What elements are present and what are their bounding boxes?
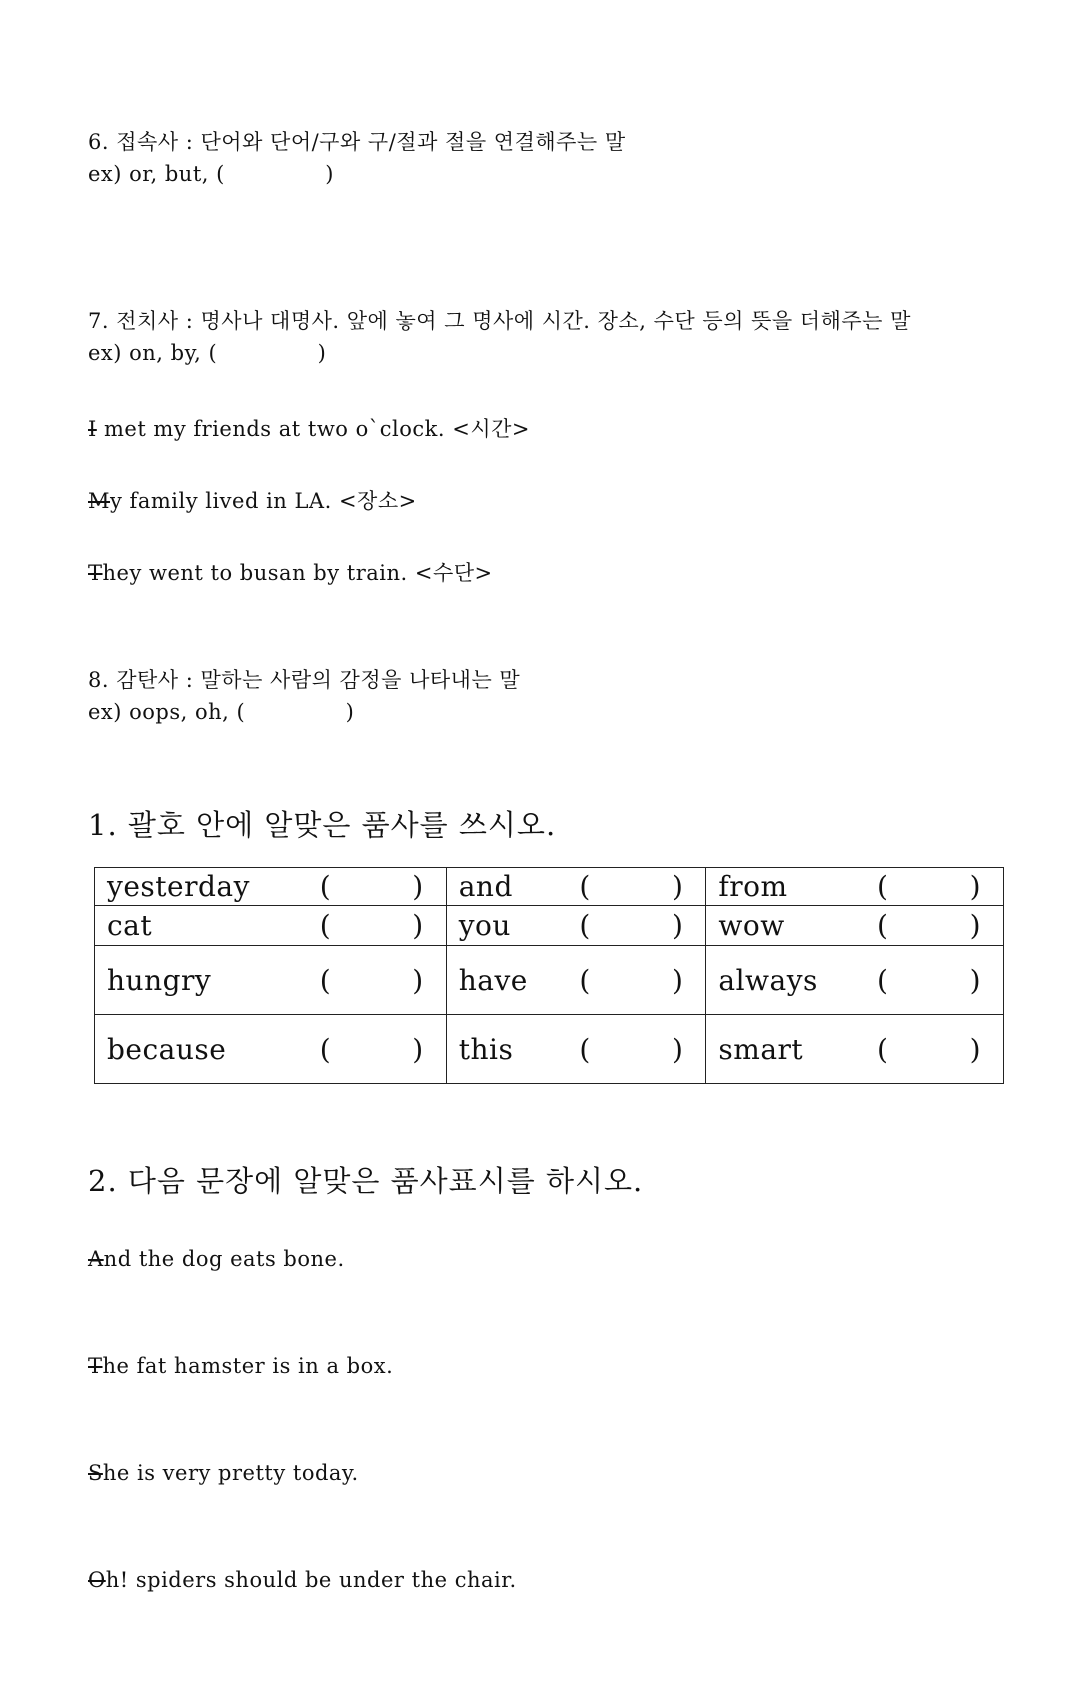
exercise-1-heading: 1. 괄호 안에 알맞은 품사를 쓰시오.	[88, 808, 557, 842]
exercise-2-sentence: She is very pretty today.	[88, 1461, 359, 1485]
answer-blank[interactable]	[320, 909, 424, 942]
table-cell	[95, 946, 447, 1015]
table-cell	[95, 868, 447, 906]
section-7-sentence-place: My family lived in LA. <장소>	[88, 489, 417, 513]
close-paren: )	[412, 870, 424, 903]
table-cell	[706, 946, 1004, 1015]
close-paren: )	[969, 909, 981, 942]
word-label: smart	[718, 1032, 804, 1066]
table-cell	[446, 946, 706, 1015]
word-label: yesterday	[107, 870, 250, 903]
close-paren: )	[969, 870, 981, 903]
close-paren: )	[671, 870, 684, 903]
answer-blank[interactable]	[877, 1033, 981, 1066]
answer-blank[interactable]	[320, 870, 424, 903]
section-8-example: ex) oops, oh, ( )	[88, 700, 355, 724]
open-paren: (	[579, 870, 591, 903]
section-7-title: 7. 전치사 : 명사나 대명사. 앞에 놓여 그 명사에 시간. 장소, 수단 등의 뜻을 더해주는 말	[88, 309, 911, 333]
word-label: this	[458, 1032, 514, 1066]
answer-blank[interactable]	[877, 909, 981, 942]
exercise-2-sentence: And the dog eats bone.	[88, 1247, 345, 1271]
table-row	[95, 1015, 1004, 1084]
open-paren: (	[319, 909, 332, 942]
table-cell	[95, 1015, 447, 1084]
exercise-2-sentence: The fat hamster is in a box.	[88, 1354, 394, 1378]
open-paren: (	[319, 870, 332, 903]
section-8-title: 8. 감탄사 : 말하는 사람의 감정을 나타내는 말	[88, 668, 521, 692]
word-label: cat	[107, 909, 153, 942]
answer-blank[interactable]	[877, 870, 981, 903]
table-row	[95, 946, 1004, 1015]
open-paren: (	[319, 963, 332, 997]
section-7-example: ex) on, by, ( )	[88, 341, 327, 365]
table-cell	[706, 1015, 1004, 1084]
section-6-title: 6. 접속사 : 단어와 단어/구와 구/절과 절을 연결해주는 말	[88, 130, 626, 154]
open-paren: (	[579, 963, 591, 997]
close-paren: )	[412, 1032, 424, 1066]
table-cell	[446, 1015, 706, 1084]
word-label: because	[107, 1032, 227, 1066]
section-7-sentence-means: They went to busan by train. <수단>	[88, 561, 493, 585]
answer-blank[interactable]	[579, 1033, 683, 1066]
answer-blank[interactable]	[579, 909, 683, 942]
parts-of-speech-table	[94, 867, 1004, 1084]
open-paren: (	[579, 909, 591, 942]
close-paren: )	[671, 909, 684, 942]
answer-blank[interactable]	[320, 1033, 424, 1066]
open-paren: (	[877, 963, 889, 997]
exercise-2-heading: 2. 다음 문장에 알맞은 품사표시를 하시오.	[88, 1164, 644, 1198]
close-paren: )	[671, 963, 684, 997]
table-cell	[95, 906, 447, 946]
section-6-example: ex) or, but, ( )	[88, 162, 334, 186]
answer-blank[interactable]	[877, 964, 981, 997]
table-cell	[706, 868, 1004, 906]
close-paren: )	[969, 1032, 981, 1066]
close-paren: )	[412, 909, 424, 942]
table-row	[95, 868, 1004, 906]
close-paren: )	[412, 963, 424, 997]
section-7-sentence-time: I met my friends at two o`clock. <시간>	[88, 417, 530, 441]
table-cell	[706, 906, 1004, 946]
close-paren: )	[671, 1032, 684, 1066]
table-cell	[446, 906, 706, 946]
answer-blank[interactable]	[579, 964, 683, 997]
open-paren: (	[877, 870, 889, 903]
open-paren: (	[579, 1032, 591, 1066]
word-label: hungry	[107, 963, 212, 997]
open-paren: (	[319, 1032, 332, 1066]
answer-blank[interactable]	[320, 964, 424, 997]
open-paren: (	[877, 1032, 889, 1066]
word-label: and	[458, 870, 513, 903]
open-paren: (	[877, 909, 889, 942]
answer-blank[interactable]	[579, 870, 683, 903]
word-label: from	[718, 870, 788, 903]
table-cell	[446, 868, 706, 906]
word-label: have	[458, 963, 528, 997]
table-row	[95, 906, 1004, 946]
word-label: wow	[718, 909, 785, 942]
word-label: you	[458, 909, 511, 942]
exercise-2-sentence: Oh! spiders should be under the chair.	[88, 1568, 517, 1592]
word-label: always	[718, 963, 818, 997]
close-paren: )	[969, 963, 981, 997]
